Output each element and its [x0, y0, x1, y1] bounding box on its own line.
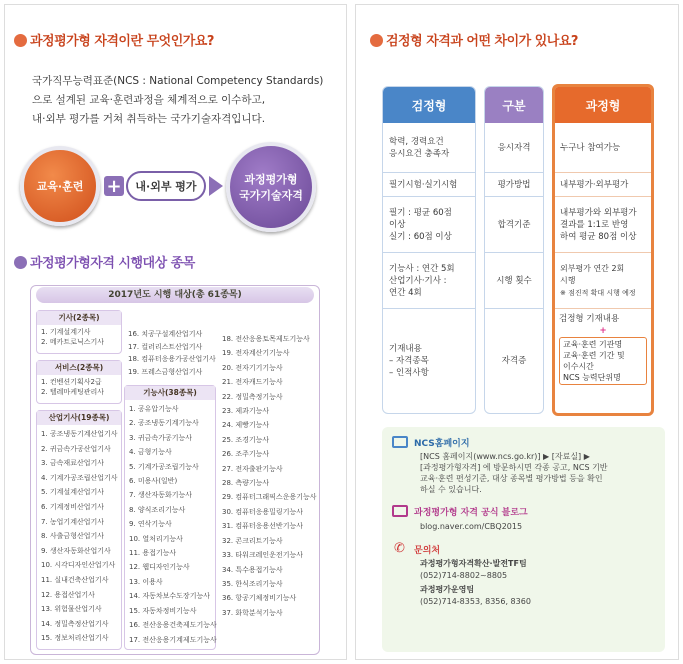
cat-technician: [124, 385, 216, 650]
cell-line: 누구나 참여가능: [560, 142, 621, 153]
team-phone: (052)714-8802~8805: [420, 571, 508, 580]
list-item: 2. 메카트로닉스기사: [41, 338, 104, 346]
list-item: 15. 자동차정비기능사: [129, 606, 197, 615]
list-item: 2. 공조냉동기계기능사: [129, 419, 199, 428]
section-title-text: 검정형 자격과 어떤 차이가 있나요?: [386, 34, 578, 49]
col-category-head: 구분: [485, 87, 543, 123]
cell-line: 이수시간: [563, 362, 594, 371]
list-item: 4. 금형기능사: [129, 448, 172, 457]
cell-line: 필기시험·실기시험: [389, 179, 458, 190]
cell-line: 기능사 : 연간 5회: [389, 263, 455, 274]
cat-head: 서비스(2종목): [37, 361, 121, 375]
cell-line: 필기 : 평균 60점: [389, 207, 452, 218]
circle-label: 교육·훈련: [36, 180, 84, 193]
monitor-icon: [392, 436, 408, 448]
category-cell: 합격기준: [485, 197, 543, 253]
list-item: 15. 정보처리산업기사: [41, 634, 109, 643]
list-item: 16. 전산응용건축제도기능사: [129, 621, 217, 630]
list-item: 33. 타워크레인운전기능사: [222, 551, 303, 560]
list-item: 17. 전산응용기계제도기능사: [129, 635, 217, 644]
cell-line: 응시요건 충족자: [389, 148, 450, 159]
ncs-title: NCS홈페이지: [414, 439, 470, 449]
list-item: 26. 조주기능사: [222, 450, 270, 459]
list-item: 29. 컴퓨터그래픽스운용기능사: [222, 493, 317, 502]
list-item: 9. 연삭기능사: [129, 520, 172, 529]
list-item: 2. 텔레마케팅관리사: [41, 388, 104, 396]
course-cell-5: [555, 309, 651, 413]
list-item: 6. 미용사(일반): [129, 477, 178, 486]
list-item: 6. 기계정비산업기사: [41, 502, 104, 511]
col-exam: [382, 86, 476, 414]
list-item: 27. 전자출판기능사: [222, 464, 283, 473]
cell-line: 교육·훈련 기간 및: [563, 351, 625, 360]
cell-line: 하여 평균 80점 이상: [560, 231, 637, 242]
cell-line: 내부평가와 외부평가: [560, 207, 637, 218]
list-item: 35. 한식조리기능사: [222, 579, 283, 588]
ncs-line: [NCS 홈페이지(www.ncs.go.kr)] ▶ [자료실] ▶: [420, 452, 590, 461]
list-item: 12. 용접산업기사: [41, 590, 95, 599]
list-item: 12. 웹디자인기능사: [129, 563, 190, 572]
cell-line: NCS 능력단위명: [563, 373, 621, 382]
circle-label: 과정평가형: [244, 173, 298, 186]
blog-title: 과정평가형 자격 공식 블로그: [414, 508, 528, 518]
list-item: 10. 열처리기능사: [129, 534, 183, 543]
circle-qualification: [226, 142, 316, 232]
category-cell: 평가방법: [485, 173, 543, 197]
cell-line: 검정형 기재내용: [559, 314, 620, 324]
monitor-icon: [392, 505, 408, 517]
intro-line: 내·외부 평가를 거쳐 취득하는 국가기술자격입니다.: [32, 113, 266, 125]
course-cell-4: [555, 253, 651, 309]
eval-pill-label: 내·외부 평가: [135, 180, 197, 193]
intro-text: [32, 72, 332, 129]
list-item: 5. 기계가공조립기능사: [129, 462, 199, 471]
cat-head: 산업기사(19종목): [37, 411, 121, 425]
list-item: 22. 정밀측정기능사: [222, 392, 283, 401]
list-item: 30. 컴퓨터응용밀링기능사: [222, 507, 303, 516]
course-cell-2: [555, 173, 651, 197]
list-item: 1. 공유압기능사: [129, 405, 179, 413]
cell-line: 실기 : 60점 이상: [389, 231, 452, 242]
cell-line: 결과를 1:1로 반영: [560, 219, 629, 230]
intro-line: 으로 설계된 교육·훈련과정을 체계적으로 이수하고,: [32, 94, 266, 106]
list-item: 17. 컬러리스트산업기사: [128, 342, 203, 351]
col-course: [552, 84, 654, 416]
section-title-targets: [14, 252, 195, 271]
ncs-line: [과정평가형자격] 에 방문하시면 각종 공고, NCS 기반: [420, 463, 608, 472]
section-title-what-is: [14, 30, 214, 49]
course-cell-1: [555, 123, 651, 173]
targets-box-title: 2017년도 시행 대상(총 61종목): [36, 287, 314, 303]
list-item: 13. 이용사: [129, 577, 163, 586]
exam-cell-5: [383, 309, 475, 413]
cell-line: 교육·훈련 기관명: [563, 340, 623, 349]
ncs-line: 교육·훈련 편성기준, 대상 종목별 평가방법 등을 확인: [420, 474, 603, 483]
team-phone: (052)714-8353, 8356, 8360: [420, 597, 531, 606]
list-item: 1. 컨벤션기획사2급: [41, 378, 102, 386]
cat-head: 기능사(38종목): [125, 386, 215, 400]
cell-line: – 인적사항: [389, 368, 429, 378]
list-item: 36. 항공기체정비기능사: [222, 594, 297, 603]
cell-line: – 자격종목: [389, 356, 429, 366]
cell-line: 산업기사·기사 :: [389, 275, 447, 286]
list-item: 25. 조경기능사: [222, 435, 270, 444]
list-item: 21. 전자캐드기능사: [222, 378, 283, 387]
team-name: 과정평가운영팀: [420, 585, 475, 594]
list-item: 18. 전산응용토목제도기능사: [222, 335, 310, 343]
eval-pill: [126, 171, 206, 201]
list-item: 18. 컴퓨터응용가공산업기사: [128, 355, 216, 363]
cell-line: 학력, 경력요건: [389, 136, 444, 147]
phone-icon: ✆: [394, 541, 405, 556]
category-cell: 시행 횟수: [485, 253, 543, 309]
plus-mark: +: [599, 326, 607, 336]
list-item: 5. 기계설계산업기사: [41, 488, 104, 497]
exam-cell-3: [383, 197, 475, 253]
list-item: 3. 금속재료산업기사: [41, 459, 104, 468]
cat-head: 기사(2종목): [37, 311, 121, 325]
list-item: 19. 프레스금형산업기사: [128, 367, 203, 376]
list-item: 32. 콘크리트기능사: [222, 536, 283, 545]
list-item: 7. 생산자동화기능사: [129, 491, 192, 500]
ncs-text: [420, 451, 608, 495]
cat-engineer: [36, 310, 122, 354]
cell-line: 이상: [389, 219, 406, 230]
list-item: 11. 용접기능사: [129, 549, 177, 558]
list-item: 16. 치공구설계산업기사: [128, 330, 203, 338]
section-title-text: 과정평가형 자격이란 무엇인가요?: [30, 34, 214, 49]
list-item: 11. 실내건축산업기사: [41, 575, 109, 584]
exam-cell-1: [383, 123, 475, 173]
category-cell: 자격증: [501, 356, 527, 366]
cell-line: 기재내용: [389, 344, 422, 354]
ncs-line: 하실 수 있습니다.: [420, 485, 482, 494]
cell-line: 내부평가·외부평가: [560, 179, 629, 190]
bullet-icon: [14, 34, 27, 47]
bullet-icon: [370, 34, 383, 47]
cell-line: 연간 4회: [389, 287, 422, 298]
exam-cell-2: [383, 173, 475, 197]
bullet-icon: [14, 256, 27, 269]
list-item: 20. 전자기기기능사: [222, 363, 283, 372]
arrow-right-icon: [209, 176, 223, 196]
team-name: 과정평가형자격확산·발전TF팀: [420, 559, 527, 568]
section-title-difference: [370, 30, 578, 49]
list-item: 37. 화학분석기능사: [222, 608, 283, 617]
list-item: 31. 컴퓨터응용선반기능사: [222, 522, 303, 531]
exam-cell-4: [383, 253, 475, 309]
course-cell-3: [555, 197, 651, 253]
cell-line: 외부평가 연간 2회: [560, 263, 625, 273]
industrial-cont: [124, 326, 214, 380]
section-title-text: 과정평가형자격 시행대상 종목: [30, 256, 195, 271]
list-item: 7. 농업기계산업기사: [41, 517, 104, 526]
col-category: [484, 86, 544, 414]
list-item: 14. 자동차보수도장기능사: [129, 592, 210, 601]
intro-line: 국가직무능력표준(NCS : National Competency Standards): [32, 75, 324, 87]
cell-line: 시행: [560, 275, 576, 285]
list-item: 4. 기계가공조립산업기사: [41, 473, 118, 482]
list-item: 10. 시각디자인산업기사: [41, 561, 116, 570]
list-item: 3. 귀금속가공기능사: [129, 433, 192, 442]
blog-url[interactable]: blog.naver.com/CBQ2015: [420, 522, 523, 531]
list-item: 19. 전자계산기기능사: [222, 349, 290, 358]
list-item: 23. 제과기능사: [222, 407, 270, 416]
cat-service: [36, 360, 122, 404]
circle-label: 국가기술자격: [239, 189, 303, 202]
circle-education: [20, 146, 100, 226]
cat-industrial: [36, 410, 122, 650]
list-item: 8. 사출금형산업기사: [41, 532, 104, 541]
list-item: 1. 기계설계기사: [41, 328, 91, 336]
list-item: 8. 양식조리기능사: [129, 505, 186, 514]
contact-title: 문의처: [414, 546, 441, 556]
list-item: 2. 귀금속가공산업기사: [41, 444, 111, 453]
list-item: 14. 정밀측정산업기사: [41, 619, 109, 628]
list-item: 28. 측량기능사: [222, 479, 270, 488]
plus-icon: +: [104, 176, 124, 196]
list-item: 34. 특수용접기능사: [222, 565, 283, 574]
list-item: 24. 제빵기능사: [222, 421, 270, 430]
cell-line: ※ 점진적 확대 시행 예정: [560, 288, 636, 297]
list-item: 9. 생산자동화산업기사: [41, 546, 111, 555]
technician-cont: [218, 330, 318, 622]
col-course-head: 과정형: [555, 87, 651, 123]
col-exam-head: 검정형: [383, 87, 475, 123]
category-cell: 응시자격: [485, 123, 543, 173]
list-item: 1. 공조냉동기계산업기사: [41, 430, 118, 438]
list-item: 13. 위험물산업기사: [41, 605, 102, 614]
